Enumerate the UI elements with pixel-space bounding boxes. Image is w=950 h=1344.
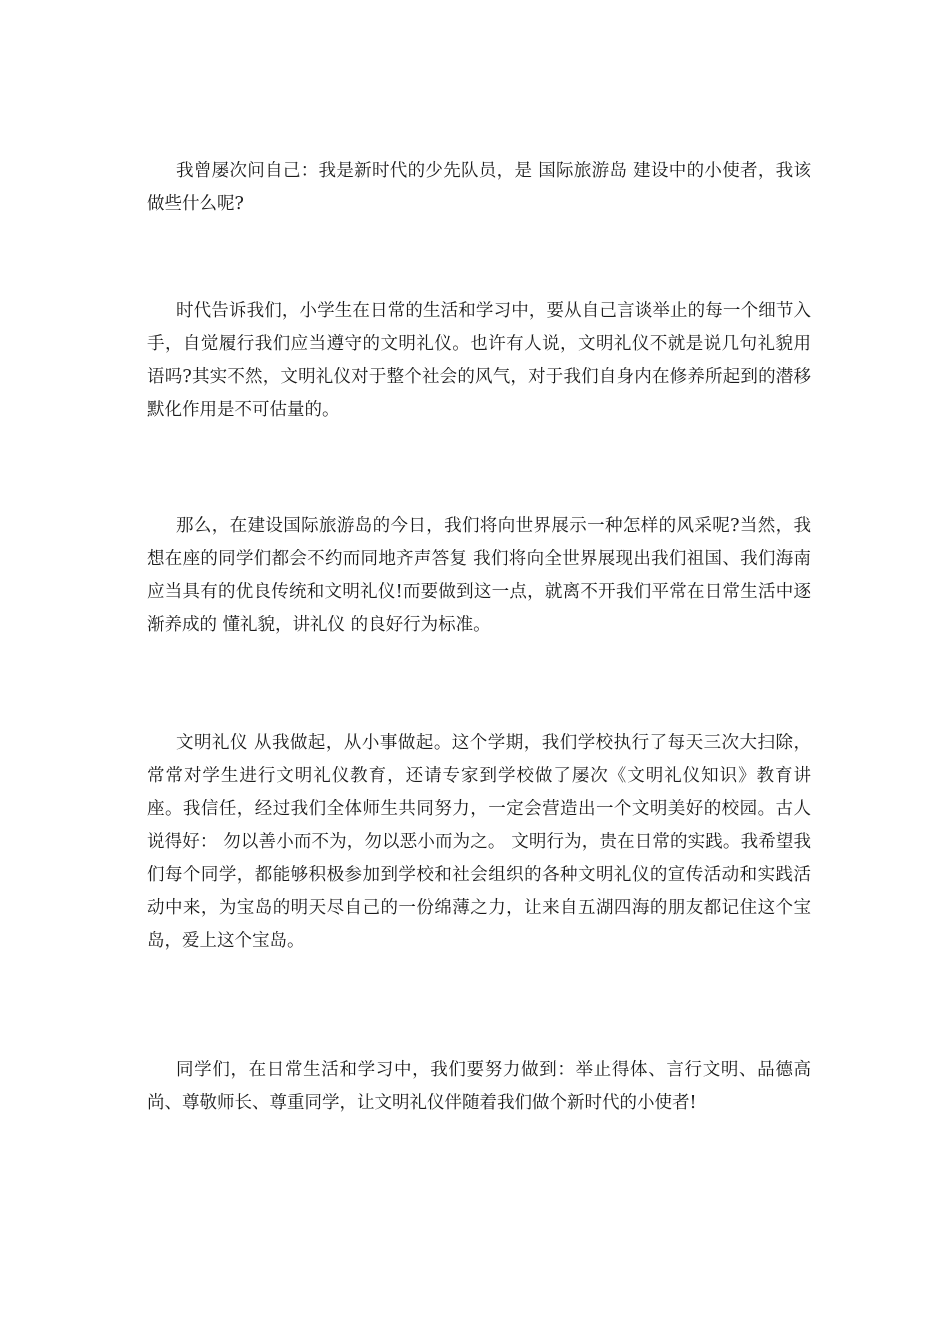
- paragraph-3: 那么，在建设国际旅游岛的今日，我们将向世界展示一种怎样的风采呢?当然，我想在座的同学们都会不约而同地齐声答复 我们将向全世界展现出我们祖国、我们海南应当具有的优良传统和文明礼仪!而要做到这一点，就离不开我们平常在日常生活中逐渐养成的 懂礼貌，讲礼仪 的良好行为标准。: [147, 516, 811, 635]
- paragraph-4: 文明礼仪 从我做起，从小事做起。这个学期，我们学校执行了每天三次大扫除，常常对学生进行文明礼仪教育，还请专家到学校做了屡次《文明礼仪知识》教育讲座。我信任，经过我们全体师生共同努力，一定会营造出一个文明美好的校园。古人说得好： 勿以善小而不为，勿以恶小而为之。 文明行为，贵在日常的实践。我希望我们每个同学，都能够积极参加到学校和社会组织的各种文明礼仪的宣传活动和实践活动中来，为宝岛的明天尽自己的一份绵薄之力，让来自五湖四海的朋友都记住这个宝岛，爱上这个宝岛。: [147, 733, 811, 951]
- paragraph-2: 时代告诉我们，小学生在日常的生活和学习中，要从自己言谈举止的每一个细节入手，自觉履行我们应当遵守的文明礼仪。也许有人说，文明礼仪不就是说几句礼貌用语吗?其实不然，文明礼仪对于整个社会的风气，对于我们自身内在修养所起到的潜移默化作用是不可估量的。: [147, 301, 811, 420]
- paragraph-5: 同学们，在日常生活和学习中，我们要努力做到：举止得体、言行文明、品德高尚、尊敬师长、尊重同学，让文明礼仪伴随着我们做个新时代的小使者!: [147, 1060, 811, 1113]
- paragraph-1: 我曾屡次问自己：我是新时代的少先队员，是 国际旅游岛 建设中的小使者，我该做些什么呢?: [147, 161, 811, 214]
